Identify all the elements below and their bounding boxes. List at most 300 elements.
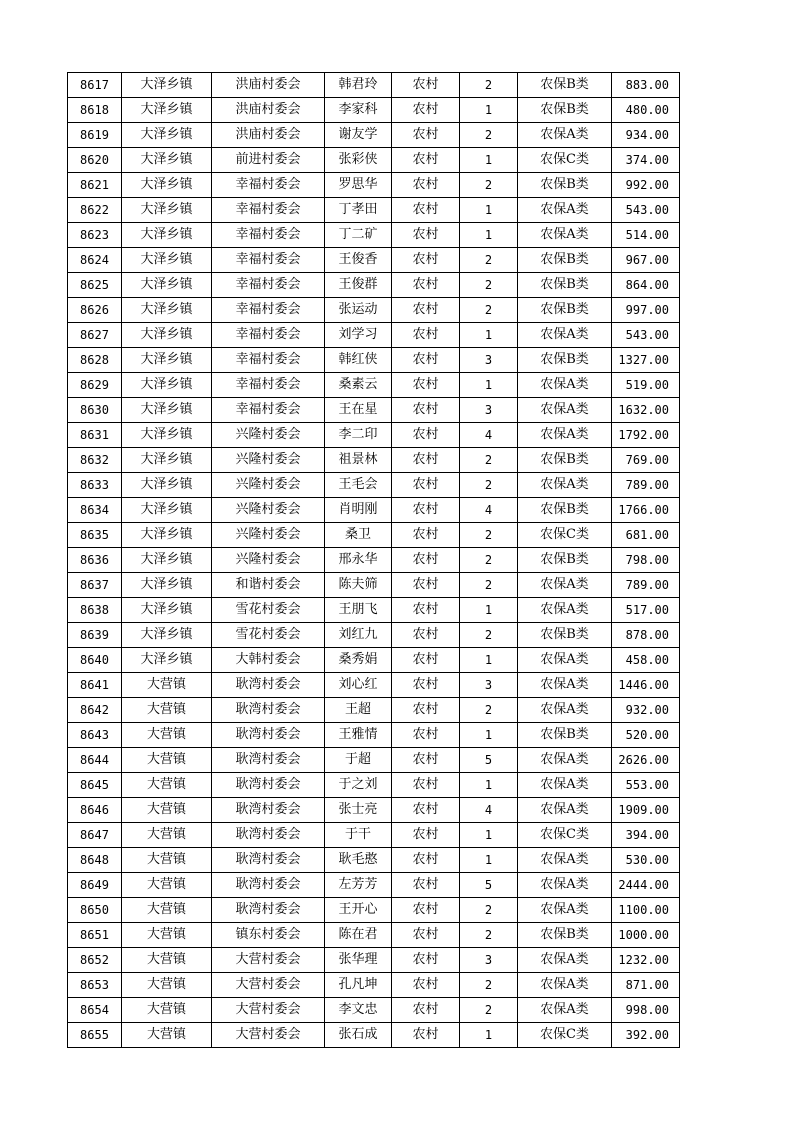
category-cell: 农保A类 (518, 573, 612, 598)
category-cell: 农保B类 (518, 173, 612, 198)
area-type-cell: 农村 (392, 773, 460, 798)
serial-cell: 8643 (68, 723, 122, 748)
name-cell: 丁孝田 (325, 198, 392, 223)
table-row (68, 448, 680, 473)
amount-cell: 2444.00 (612, 873, 680, 898)
township-cell: 大营镇 (122, 823, 212, 848)
category-cell: 农保B类 (518, 923, 612, 948)
category-cell: 农保C类 (518, 148, 612, 173)
name-cell: 刘学习 (325, 323, 392, 348)
table-row (68, 323, 680, 348)
amount-cell: 1446.00 (612, 673, 680, 698)
table-row (68, 123, 680, 148)
township-cell: 大营镇 (122, 973, 212, 998)
category-cell: 农保A类 (518, 648, 612, 673)
table-row (68, 298, 680, 323)
name-cell: 王俊香 (325, 248, 392, 273)
village-committee-cell: 幸福村委会 (212, 323, 325, 348)
village-committee-cell: 耿湾村委会 (212, 723, 325, 748)
serial-cell: 8640 (68, 648, 122, 673)
township-cell: 大营镇 (122, 798, 212, 823)
table-row (68, 273, 680, 298)
category-cell: 农保A类 (518, 798, 612, 823)
household-size-cell: 2 (460, 548, 518, 573)
serial-cell: 8619 (68, 123, 122, 148)
name-cell: 王毛会 (325, 473, 392, 498)
category-cell: 农保B类 (518, 723, 612, 748)
name-cell: 桑秀娟 (325, 648, 392, 673)
household-size-cell: 2 (460, 573, 518, 598)
village-committee-cell: 雪花村委会 (212, 598, 325, 623)
township-cell: 大泽乡镇 (122, 273, 212, 298)
township-cell: 大营镇 (122, 773, 212, 798)
township-cell: 大营镇 (122, 948, 212, 973)
name-cell: 邢永华 (325, 548, 392, 573)
serial-cell: 8628 (68, 348, 122, 373)
amount-cell: 1632.00 (612, 398, 680, 423)
name-cell: 于超 (325, 748, 392, 773)
village-committee-cell: 洪庙村委会 (212, 73, 325, 98)
area-type-cell: 农村 (392, 173, 460, 198)
amount-cell: 392.00 (612, 1023, 680, 1048)
area-type-cell: 农村 (392, 998, 460, 1023)
amount-cell: 374.00 (612, 148, 680, 173)
serial-cell: 8627 (68, 323, 122, 348)
category-cell: 农保A类 (518, 848, 612, 873)
village-committee-cell: 雪花村委会 (212, 623, 325, 648)
township-cell: 大营镇 (122, 898, 212, 923)
serial-cell: 8649 (68, 873, 122, 898)
table-row (68, 773, 680, 798)
serial-cell: 8630 (68, 398, 122, 423)
township-cell: 大营镇 (122, 873, 212, 898)
village-committee-cell: 耿湾村委会 (212, 798, 325, 823)
area-type-cell: 农村 (392, 748, 460, 773)
township-cell: 大泽乡镇 (122, 523, 212, 548)
table-row (68, 523, 680, 548)
township-cell: 大营镇 (122, 698, 212, 723)
village-committee-cell: 兴隆村委会 (212, 448, 325, 473)
amount-cell: 1232.00 (612, 948, 680, 973)
category-cell: 农保B类 (518, 73, 612, 98)
township-cell: 大营镇 (122, 723, 212, 748)
table-row (68, 73, 680, 98)
village-committee-cell: 洪庙村委会 (212, 123, 325, 148)
category-cell: 农保A类 (518, 898, 612, 923)
village-committee-cell: 幸福村委会 (212, 348, 325, 373)
township-cell: 大营镇 (122, 848, 212, 873)
name-cell: 王开心 (325, 898, 392, 923)
serial-cell: 8648 (68, 848, 122, 873)
serial-cell: 8639 (68, 623, 122, 648)
household-size-cell: 1 (460, 198, 518, 223)
amount-cell: 883.00 (612, 73, 680, 98)
township-cell: 大泽乡镇 (122, 323, 212, 348)
name-cell: 孔凡坤 (325, 973, 392, 998)
township-cell: 大泽乡镇 (122, 198, 212, 223)
area-type-cell: 农村 (392, 523, 460, 548)
category-cell: 农保A类 (518, 123, 612, 148)
category-cell: 农保A类 (518, 423, 612, 448)
household-size-cell: 2 (460, 473, 518, 498)
household-size-cell: 5 (460, 873, 518, 898)
serial-cell: 8636 (68, 548, 122, 573)
household-size-cell: 1 (460, 773, 518, 798)
amount-cell: 530.00 (612, 848, 680, 873)
amount-cell: 480.00 (612, 98, 680, 123)
serial-cell: 8618 (68, 98, 122, 123)
village-committee-cell: 耿湾村委会 (212, 698, 325, 723)
amount-cell: 871.00 (612, 973, 680, 998)
village-committee-cell: 幸福村委会 (212, 223, 325, 248)
township-cell: 大泽乡镇 (122, 623, 212, 648)
village-committee-cell: 洪庙村委会 (212, 98, 325, 123)
township-cell: 大营镇 (122, 923, 212, 948)
township-cell: 大泽乡镇 (122, 598, 212, 623)
table-row (68, 898, 680, 923)
area-type-cell: 农村 (392, 648, 460, 673)
name-cell: 桑素云 (325, 373, 392, 398)
table-row (68, 723, 680, 748)
village-committee-cell: 和谐村委会 (212, 573, 325, 598)
serial-cell: 8652 (68, 948, 122, 973)
name-cell: 韩红侠 (325, 348, 392, 373)
table-row (68, 548, 680, 573)
name-cell: 王俊群 (325, 273, 392, 298)
village-committee-cell: 耿湾村委会 (212, 898, 325, 923)
household-size-cell: 1 (460, 323, 518, 348)
category-cell: 农保B类 (518, 548, 612, 573)
serial-cell: 8647 (68, 823, 122, 848)
table-row (68, 398, 680, 423)
table-row (68, 973, 680, 998)
township-cell: 大泽乡镇 (122, 498, 212, 523)
category-cell: 农保B类 (518, 498, 612, 523)
household-size-cell: 2 (460, 523, 518, 548)
amount-cell: 998.00 (612, 998, 680, 1023)
area-type-cell: 农村 (392, 823, 460, 848)
township-cell: 大泽乡镇 (122, 373, 212, 398)
area-type-cell: 农村 (392, 498, 460, 523)
amount-cell: 543.00 (612, 323, 680, 348)
township-cell: 大泽乡镇 (122, 73, 212, 98)
village-committee-cell: 耿湾村委会 (212, 748, 325, 773)
category-cell: 农保A类 (518, 373, 612, 398)
amount-cell: 1000.00 (612, 923, 680, 948)
serial-cell: 8644 (68, 748, 122, 773)
amount-cell: 517.00 (612, 598, 680, 623)
township-cell: 大泽乡镇 (122, 348, 212, 373)
area-type-cell: 农村 (392, 973, 460, 998)
area-type-cell: 农村 (392, 273, 460, 298)
area-type-cell: 农村 (392, 673, 460, 698)
village-committee-cell: 幸福村委会 (212, 273, 325, 298)
table-row (68, 998, 680, 1023)
amount-cell: 2626.00 (612, 748, 680, 773)
household-size-cell: 2 (460, 173, 518, 198)
area-type-cell: 农村 (392, 348, 460, 373)
village-committee-cell: 耿湾村委会 (212, 673, 325, 698)
household-size-cell: 5 (460, 748, 518, 773)
village-committee-cell: 兴隆村委会 (212, 473, 325, 498)
area-type-cell: 农村 (392, 473, 460, 498)
serial-cell: 8645 (68, 773, 122, 798)
village-committee-cell: 大营村委会 (212, 1023, 325, 1048)
township-cell: 大泽乡镇 (122, 448, 212, 473)
name-cell: 左芳芳 (325, 873, 392, 898)
serial-cell: 8641 (68, 673, 122, 698)
township-cell: 大泽乡镇 (122, 473, 212, 498)
serial-cell: 8650 (68, 898, 122, 923)
table-row (68, 573, 680, 598)
table-row (68, 748, 680, 773)
household-size-cell: 1 (460, 148, 518, 173)
household-size-cell: 3 (460, 673, 518, 698)
category-cell: 农保A类 (518, 748, 612, 773)
amount-cell: 519.00 (612, 373, 680, 398)
area-type-cell: 农村 (392, 548, 460, 573)
amount-cell: 769.00 (612, 448, 680, 473)
area-type-cell: 农村 (392, 898, 460, 923)
roster-table (67, 72, 680, 1048)
amount-cell: 1327.00 (612, 348, 680, 373)
name-cell: 李家科 (325, 98, 392, 123)
name-cell: 王在星 (325, 398, 392, 423)
amount-cell: 553.00 (612, 773, 680, 798)
serial-cell: 8635 (68, 523, 122, 548)
village-committee-cell: 大营村委会 (212, 973, 325, 998)
name-cell: 李二印 (325, 423, 392, 448)
household-size-cell: 1 (460, 848, 518, 873)
amount-cell: 798.00 (612, 548, 680, 573)
name-cell: 刘心红 (325, 673, 392, 698)
category-cell: 农保B类 (518, 273, 612, 298)
table-row (68, 848, 680, 873)
table-row (68, 173, 680, 198)
table-row (68, 223, 680, 248)
amount-cell: 997.00 (612, 298, 680, 323)
amount-cell: 1766.00 (612, 498, 680, 523)
serial-cell: 8634 (68, 498, 122, 523)
village-committee-cell: 镇东村委会 (212, 923, 325, 948)
amount-cell: 967.00 (612, 248, 680, 273)
category-cell: 农保A类 (518, 673, 612, 698)
serial-cell: 8617 (68, 73, 122, 98)
name-cell: 于之刘 (325, 773, 392, 798)
name-cell: 罗思华 (325, 173, 392, 198)
serial-cell: 8623 (68, 223, 122, 248)
category-cell: 农保A类 (518, 973, 612, 998)
household-size-cell: 1 (460, 598, 518, 623)
category-cell: 农保B类 (518, 248, 612, 273)
township-cell: 大营镇 (122, 1023, 212, 1048)
area-type-cell: 农村 (392, 698, 460, 723)
township-cell: 大泽乡镇 (122, 173, 212, 198)
category-cell: 农保B类 (518, 298, 612, 323)
table-row (68, 598, 680, 623)
household-size-cell: 3 (460, 348, 518, 373)
table-row (68, 823, 680, 848)
household-size-cell: 2 (460, 973, 518, 998)
table-row (68, 1023, 680, 1048)
serial-cell: 8638 (68, 598, 122, 623)
household-size-cell: 2 (460, 248, 518, 273)
area-type-cell: 农村 (392, 223, 460, 248)
township-cell: 大泽乡镇 (122, 148, 212, 173)
category-cell: 农保C类 (518, 523, 612, 548)
area-type-cell: 农村 (392, 298, 460, 323)
amount-cell: 1100.00 (612, 898, 680, 923)
table-row (68, 873, 680, 898)
serial-cell: 8642 (68, 698, 122, 723)
table-row (68, 923, 680, 948)
category-cell: 农保B类 (518, 348, 612, 373)
table-row (68, 373, 680, 398)
household-size-cell: 2 (460, 898, 518, 923)
township-cell: 大泽乡镇 (122, 98, 212, 123)
name-cell: 陈在君 (325, 923, 392, 948)
area-type-cell: 农村 (392, 373, 460, 398)
household-size-cell: 4 (460, 498, 518, 523)
name-cell: 耿毛憨 (325, 848, 392, 873)
name-cell: 陈夫筛 (325, 573, 392, 598)
category-cell: 农保A类 (518, 948, 612, 973)
table-row (68, 698, 680, 723)
serial-cell: 8632 (68, 448, 122, 473)
table-row (68, 498, 680, 523)
serial-cell: 8651 (68, 923, 122, 948)
household-size-cell: 2 (460, 998, 518, 1023)
township-cell: 大营镇 (122, 673, 212, 698)
category-cell: 农保A类 (518, 698, 612, 723)
household-size-cell: 3 (460, 948, 518, 973)
serial-cell: 8646 (68, 798, 122, 823)
serial-cell: 8655 (68, 1023, 122, 1048)
township-cell: 大泽乡镇 (122, 223, 212, 248)
serial-cell: 8622 (68, 198, 122, 223)
area-type-cell: 农村 (392, 198, 460, 223)
township-cell: 大泽乡镇 (122, 298, 212, 323)
household-size-cell: 2 (460, 923, 518, 948)
table-row (68, 623, 680, 648)
serial-cell: 8629 (68, 373, 122, 398)
village-committee-cell: 兴隆村委会 (212, 423, 325, 448)
township-cell: 大泽乡镇 (122, 548, 212, 573)
category-cell: 农保A类 (518, 998, 612, 1023)
table-row (68, 798, 680, 823)
area-type-cell: 农村 (392, 98, 460, 123)
table-row (68, 248, 680, 273)
area-type-cell: 农村 (392, 448, 460, 473)
serial-cell: 8621 (68, 173, 122, 198)
name-cell: 刘红九 (325, 623, 392, 648)
amount-cell: 934.00 (612, 123, 680, 148)
category-cell: 农保B类 (518, 623, 612, 648)
township-cell: 大泽乡镇 (122, 398, 212, 423)
amount-cell: 520.00 (612, 723, 680, 748)
category-cell: 农保A类 (518, 323, 612, 348)
name-cell: 于干 (325, 823, 392, 848)
roster-body (68, 73, 680, 1048)
category-cell: 农保A类 (518, 598, 612, 623)
name-cell: 桑卫 (325, 523, 392, 548)
household-size-cell: 2 (460, 298, 518, 323)
table-row (68, 948, 680, 973)
village-committee-cell: 大营村委会 (212, 948, 325, 973)
name-cell: 张运动 (325, 298, 392, 323)
area-type-cell: 农村 (392, 623, 460, 648)
area-type-cell: 农村 (392, 573, 460, 598)
amount-cell: 789.00 (612, 473, 680, 498)
name-cell: 王雅情 (325, 723, 392, 748)
area-type-cell: 农村 (392, 873, 460, 898)
table-row (68, 648, 680, 673)
amount-cell: 1909.00 (612, 798, 680, 823)
serial-cell: 8626 (68, 298, 122, 323)
name-cell: 张石成 (325, 1023, 392, 1048)
amount-cell: 932.00 (612, 698, 680, 723)
area-type-cell: 农村 (392, 723, 460, 748)
village-committee-cell: 幸福村委会 (212, 398, 325, 423)
category-cell: 农保C类 (518, 823, 612, 848)
area-type-cell: 农村 (392, 123, 460, 148)
township-cell: 大泽乡镇 (122, 573, 212, 598)
township-cell: 大泽乡镇 (122, 648, 212, 673)
area-type-cell: 农村 (392, 598, 460, 623)
name-cell: 祖景林 (325, 448, 392, 473)
category-cell: 农保B类 (518, 98, 612, 123)
amount-cell: 1792.00 (612, 423, 680, 448)
amount-cell: 681.00 (612, 523, 680, 548)
household-size-cell: 2 (460, 73, 518, 98)
category-cell: 农保C类 (518, 1023, 612, 1048)
village-committee-cell: 幸福村委会 (212, 173, 325, 198)
serial-cell: 8631 (68, 423, 122, 448)
village-committee-cell: 大营村委会 (212, 998, 325, 1023)
household-size-cell: 4 (460, 798, 518, 823)
amount-cell: 394.00 (612, 823, 680, 848)
area-type-cell: 农村 (392, 323, 460, 348)
name-cell: 肖明刚 (325, 498, 392, 523)
village-committee-cell: 幸福村委会 (212, 373, 325, 398)
table-row (68, 673, 680, 698)
serial-cell: 8633 (68, 473, 122, 498)
village-committee-cell: 耿湾村委会 (212, 773, 325, 798)
household-size-cell: 1 (460, 1023, 518, 1048)
amount-cell: 458.00 (612, 648, 680, 673)
village-committee-cell: 耿湾村委会 (212, 823, 325, 848)
household-size-cell: 2 (460, 448, 518, 473)
village-committee-cell: 耿湾村委会 (212, 848, 325, 873)
area-type-cell: 农村 (392, 948, 460, 973)
township-cell: 大营镇 (122, 998, 212, 1023)
township-cell: 大泽乡镇 (122, 248, 212, 273)
area-type-cell: 农村 (392, 798, 460, 823)
name-cell: 张士亮 (325, 798, 392, 823)
category-cell: 农保A类 (518, 773, 612, 798)
village-committee-cell: 前进村委会 (212, 148, 325, 173)
household-size-cell: 1 (460, 648, 518, 673)
village-committee-cell: 兴隆村委会 (212, 548, 325, 573)
serial-cell: 8624 (68, 248, 122, 273)
township-cell: 大泽乡镇 (122, 423, 212, 448)
name-cell: 王超 (325, 698, 392, 723)
serial-cell: 8637 (68, 573, 122, 598)
category-cell: 农保A类 (518, 873, 612, 898)
name-cell: 丁二矿 (325, 223, 392, 248)
area-type-cell: 农村 (392, 248, 460, 273)
serial-cell: 8620 (68, 148, 122, 173)
